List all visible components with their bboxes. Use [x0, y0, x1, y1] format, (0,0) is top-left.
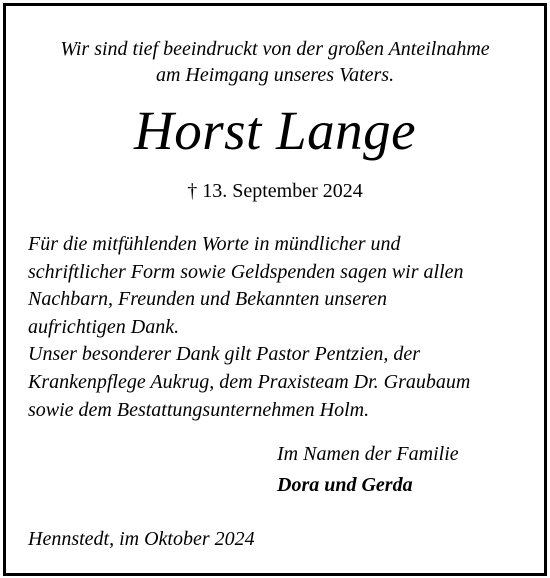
message-line: sowie dem Bestattungsunternehmen Holm.: [28, 398, 370, 421]
death-date: † 13. September 2024: [187, 180, 363, 202]
place-and-date: Hennstedt, im Oktober 2024: [28, 528, 255, 550]
thank-you-message: [28, 231, 538, 424]
message-line: Krankenpflege Aukrug, dem Praxisteam Dr. Graubaum: [28, 370, 471, 393]
message-line: Nachbarn, Freunden und Bekannten unseren: [28, 288, 387, 311]
intro-line-2: am Heimgang unseres Vaters.: [155, 64, 395, 86]
deceased-name: Horst Lange: [133, 100, 417, 161]
message-line: Für die mitfühlenden Worte in mündlicher und: [28, 233, 401, 255]
message-line: schriftlicher Form sowie Geldspenden sagen wir allen: [28, 260, 464, 283]
signoff-family: Im Namen der Familie: [277, 443, 459, 465]
obituary-card: [3, 3, 547, 576]
intro-line-1: Wir sind tief beeindruckt von der großen Anteilnahme: [60, 38, 490, 60]
message-line: aufrichtigen Dank.: [28, 315, 180, 338]
message-line: Unser besonderer Dank gilt Pastor Pentzien, der: [28, 343, 420, 366]
signoff-names: Dora und Gerda: [277, 474, 413, 496]
